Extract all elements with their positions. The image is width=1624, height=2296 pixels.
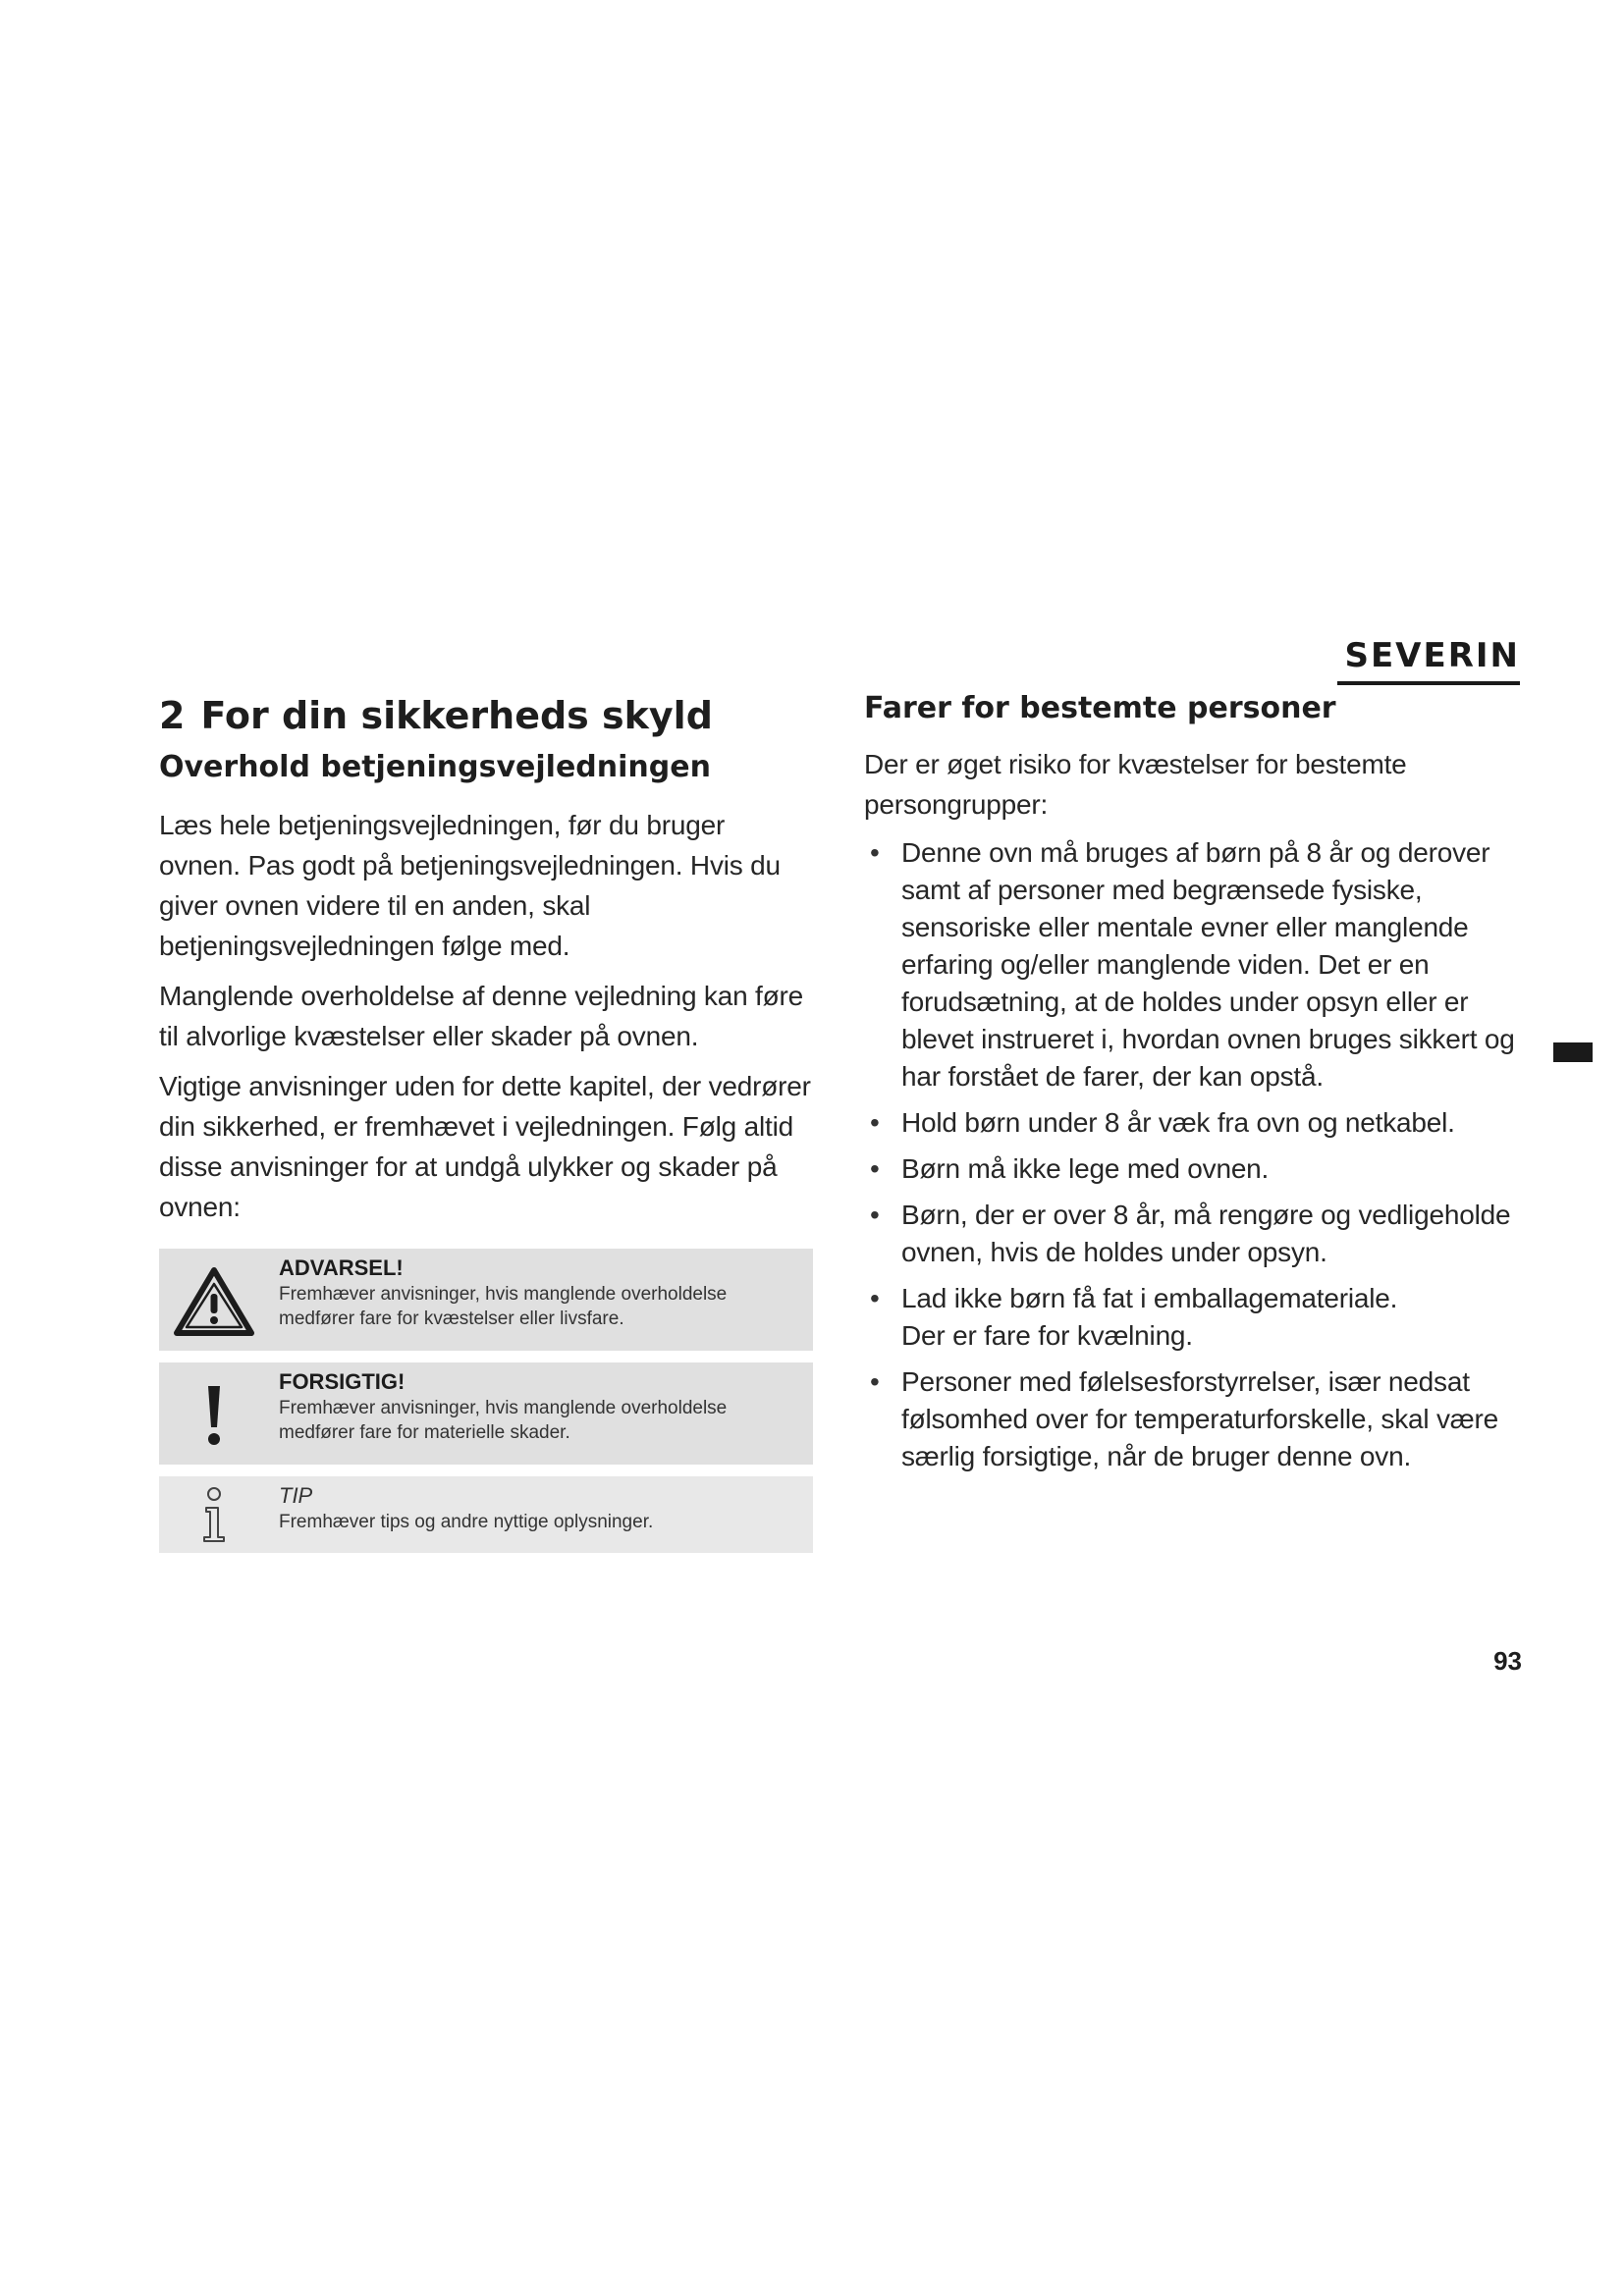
callout-tip-text: Fremhæver tips og andre nyttige oplysninger. (279, 1512, 654, 1532)
callout-warning-text: Fremhæver anvisninger, hvis manglende overholdelse medfører fare for kvæstelser eller livsfare. (279, 1284, 728, 1329)
list-item-text: Hold børn under 8 år væk fra ovn og netkabel. (901, 1107, 1455, 1138)
right-column (864, 689, 1528, 1484)
info-icon (173, 1484, 255, 1545)
list-item-text: Børn må ikke lege med ovnen. (901, 1153, 1270, 1184)
exclamation-icon (173, 1378, 255, 1451)
list-item-subtext: Der er fare for kvælning. (901, 1320, 1193, 1351)
list-item (864, 1363, 1528, 1475)
list-item (864, 1280, 1528, 1355)
bullet-dot: • (870, 1153, 880, 1184)
chapter-title (159, 689, 813, 742)
paragraph-read-manual: Læs hele betjeningsvejledningen, før du bruger ovnen. Pas godt på betjeningsvejledningen. Hvis du giver ovnen videre til en anden, skal betjeningsvejledningen følge med. (159, 810, 781, 961)
paragraph-important-notes: Vigtige anvisninger uden for dette kapitel, der vedrører din sikkerhed, er fremhævet i vejledningen. Følg altid disse anvisninger for at undgå ulykker og skader på ovnen: (159, 1071, 811, 1222)
bullet-dot: • (870, 837, 880, 868)
callout-tip-title: TIP (279, 1483, 313, 1508)
left-column (159, 689, 813, 1565)
brand-logo: SEVERIN (1337, 636, 1520, 685)
warning-triangle-icon (173, 1264, 255, 1337)
list-item-text: Lad ikke børn få fat i emballagemateriale. (901, 1283, 1398, 1313)
callout-warning (159, 1249, 813, 1351)
bullet-dot: • (870, 1200, 880, 1230)
bullet-dot: • (870, 1366, 880, 1397)
chapter-side-tab (1553, 1042, 1593, 1062)
list-item (864, 1104, 1528, 1142)
section-title-risks: Farer for bestemte personer (864, 691, 1336, 725)
chapter-title-text: For din sikkerheds skyld (200, 694, 713, 737)
bullet-list (864, 834, 1528, 1475)
list-item (864, 834, 1528, 1095)
list-item-text: Personer med følelsesforstyrrelser, især nedsat følsomhed over for temperaturforskelle, skal være særlig forsigtige, når de bruger denne ovn. (901, 1366, 1498, 1471)
callout-caution-title: FORSIGTIG! (279, 1369, 406, 1394)
list-item-text: Børn, der er over 8 år, må rengøre og vedligeholde ovnen, hvis de holdes under opsyn. (901, 1200, 1511, 1267)
paragraph-risk-intro: Der er øget risiko for kvæstelser for bestemte persongrupper: (864, 749, 1407, 820)
list-item (864, 1150, 1528, 1188)
list-item-text: Denne ovn må bruges af børn på 8 år og derover samt af personer med begrænsede fysiske, sensoriske eller mentale evner eller manglende erfaring og/eller manglende viden. Det er en forudsætning, at de holdes under opsyn eller er blevet instrueret i, hvordan ovnen bruges sikkert og har forstået de farer, der kan opstå. (901, 837, 1515, 1092)
bullet-dot: • (870, 1107, 880, 1138)
callout-list (159, 1249, 813, 1553)
callout-caution-text: Fremhæver anvisninger, hvis manglende overholdelse medfører fare for materielle skader. (279, 1398, 728, 1443)
list-item (864, 1197, 1528, 1271)
bullet-dot: • (870, 1283, 880, 1313)
section-title-instructions: Overhold betjeningsvejledningen (159, 750, 711, 784)
callout-tip (159, 1476, 813, 1553)
chapter-number: 2 (159, 694, 186, 737)
callout-caution (159, 1362, 813, 1465)
paragraph-noncompliance: Manglende overholdelse af denne vejledning kan føre til alvorlige kvæstelser eller skader på ovnen. (159, 981, 804, 1051)
callout-warning-title: ADVARSEL! (279, 1255, 404, 1280)
page-number: 93 (1493, 1646, 1522, 1676)
